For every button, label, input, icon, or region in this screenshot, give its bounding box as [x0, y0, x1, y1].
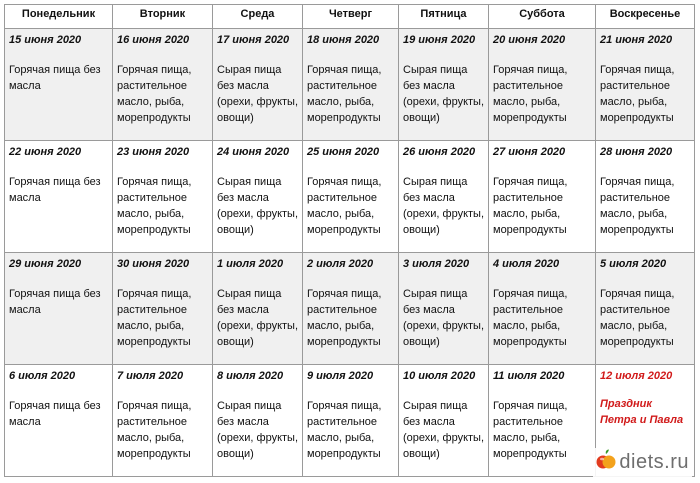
table-row	[5, 253, 695, 365]
day-cell	[489, 141, 596, 253]
header-friday: Пятница	[399, 5, 489, 29]
day-date: 27 июня 2020	[493, 146, 566, 158]
day-date: 17 июня 2020	[217, 34, 290, 46]
table-row	[5, 365, 695, 477]
day-cell	[489, 253, 596, 365]
day-date: 4 июля 2020	[493, 258, 560, 270]
meal-rule: Горячая пища без масла	[9, 400, 101, 428]
meal-rule: Сырая пища без масла (орехи, фрукты, овощи)	[403, 64, 485, 124]
day-cell	[113, 365, 213, 477]
meal-rule: Горячая пища, растительное масло, рыба, морепродукты	[493, 176, 568, 236]
day-cell	[399, 365, 489, 477]
meal-rule: Горячая пища, растительное масло, рыба, морепродукты	[493, 400, 568, 460]
day-date: 10 июля 2020	[403, 370, 476, 382]
day-date: 30 июня 2020	[117, 258, 190, 270]
day-cell	[113, 141, 213, 253]
day-date: 21 июня 2020	[600, 34, 673, 46]
day-date: 9 июля 2020	[307, 370, 374, 382]
day-cell	[303, 365, 399, 477]
day-cell	[213, 365, 303, 477]
meal-rule: Горячая пища, растительное масло, рыба, морепродукты	[117, 288, 192, 348]
day-cell	[399, 29, 489, 141]
day-cell	[213, 29, 303, 141]
meal-rule: Сырая пища без масла (орехи, фрукты, овощи)	[217, 400, 299, 460]
day-date: 7 июля 2020	[117, 370, 184, 382]
day-cell	[213, 141, 303, 253]
day-cell	[399, 253, 489, 365]
day-cell	[5, 365, 113, 477]
meal-rule: Праздник Петра и Павла	[600, 398, 684, 426]
header-row	[5, 5, 695, 29]
day-cell	[303, 253, 399, 365]
meal-rule: Горячая пища, растительное масло, рыба, морепродукты	[600, 288, 675, 348]
table-row	[5, 29, 695, 141]
day-date: 1 июля 2020	[217, 258, 284, 270]
day-date: 29 июня 2020	[9, 258, 82, 270]
meal-rule: Горячая пища, растительное масло, рыба, морепродукты	[307, 400, 382, 460]
day-date: 18 июня 2020	[307, 34, 380, 46]
day-cell	[5, 253, 113, 365]
meal-rule: Горячая пища, растительное масло, рыба, морепродукты	[117, 64, 192, 124]
meal-rule: Сырая пища без масла (орехи, фрукты, овощи)	[217, 64, 299, 124]
meal-rule: Горячая пища, растительное масло, рыба, морепродукты	[493, 288, 568, 348]
day-date: 2 июля 2020	[307, 258, 374, 270]
meal-rule: Сырая пища без масла (орехи, фрукты, овощи)	[217, 176, 299, 236]
apple-logo-icon	[596, 449, 616, 476]
meal-rule: Сырая пища без масла (орехи, фрукты, овощи)	[403, 400, 485, 460]
day-date: 20 июня 2020	[493, 34, 566, 46]
day-cell	[596, 141, 695, 253]
day-date: 11 июля 2020	[493, 370, 565, 382]
day-cell	[489, 29, 596, 141]
meal-rule: Горячая пища, растительное масло, рыба, морепродукты	[307, 176, 382, 236]
day-cell	[113, 253, 213, 365]
day-date: 19 июня 2020	[403, 34, 476, 46]
meal-rule: Горячая пища, растительное масло, рыба, морепродукты	[600, 64, 675, 124]
fasting-calendar-table	[4, 4, 695, 477]
meal-rule: Горячая пища без масла	[9, 64, 101, 92]
day-cell	[5, 29, 113, 141]
day-cell	[213, 253, 303, 365]
meal-rule: Горячая пища без масла	[9, 288, 101, 316]
watermark	[593, 448, 692, 477]
day-cell	[303, 141, 399, 253]
day-cell	[489, 365, 596, 477]
watermark-text: diets.ru	[619, 451, 689, 473]
day-date: 25 июня 2020	[307, 146, 380, 158]
header-tuesday: Вторник	[113, 5, 213, 29]
day-date: 5 июля 2020	[600, 258, 667, 270]
day-date: 16 июня 2020	[117, 34, 190, 46]
meal-rule: Горячая пища, растительное масло, рыба, морепродукты	[493, 64, 568, 124]
meal-rule: Горячая пища, растительное масло, рыба, морепродукты	[117, 176, 192, 236]
day-date: 23 июня 2020	[117, 146, 190, 158]
day-cell	[113, 29, 213, 141]
day-date: 8 июля 2020	[217, 370, 284, 382]
day-cell	[303, 29, 399, 141]
meal-rule: Сырая пища без масла (орехи, фрукты, овощи)	[403, 176, 485, 236]
day-date: 28 июня 2020	[600, 146, 673, 158]
meal-rule: Горячая пища, растительное масло, рыба, морепродукты	[307, 288, 382, 348]
day-date: 22 июня 2020	[9, 146, 82, 158]
meal-rule: Сырая пища без масла (орехи, фрукты, овощи)	[403, 288, 485, 348]
meal-rule: Горячая пища, растительное масло, рыба, морепродукты	[117, 400, 192, 460]
day-cell	[596, 29, 695, 141]
day-date: 26 июня 2020	[403, 146, 476, 158]
day-date: 3 июля 2020	[403, 258, 470, 270]
header-wednesday: Среда	[213, 5, 303, 29]
day-date: 6 июля 2020	[9, 370, 76, 382]
day-cell	[5, 141, 113, 253]
header-monday: Понедельник	[5, 5, 113, 29]
header-thursday: Четверг	[303, 5, 399, 29]
header-sunday: Воскресенье	[596, 5, 695, 29]
meal-rule: Горячая пища без масла	[9, 176, 101, 204]
day-date: 24 июня 2020	[217, 146, 290, 158]
day-date: 15 июня 2020	[9, 34, 82, 46]
meal-rule: Горячая пища, растительное масло, рыба, морепродукты	[600, 176, 675, 236]
meal-rule: Горячая пища, растительное масло, рыба, морепродукты	[307, 64, 382, 124]
day-cell	[399, 141, 489, 253]
meal-rule: Сырая пища без масла (орехи, фрукты, овощи)	[217, 288, 299, 348]
day-cell	[596, 253, 695, 365]
day-date: 12 июля 2020	[600, 370, 673, 382]
table-row	[5, 141, 695, 253]
header-saturday: Суббота	[489, 5, 596, 29]
